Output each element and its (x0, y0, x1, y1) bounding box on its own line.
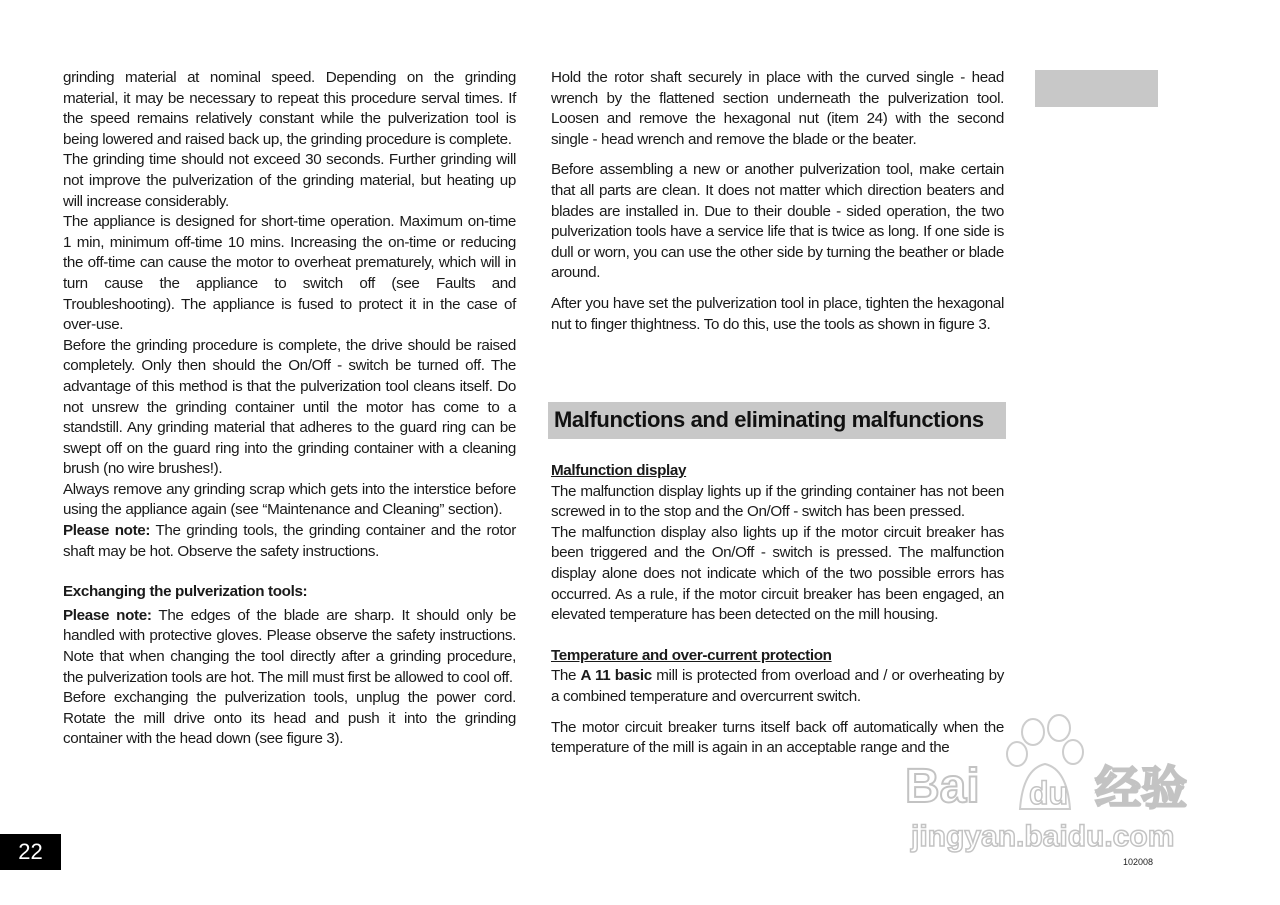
note-label: Please note: (63, 522, 151, 540)
paragraph: After you have set the pulverization tool in place, tighten the hexagonal nut to finger thightness. To do this, use the tools as shown in figure 3. (551, 294, 1004, 333)
paragraph: Before the grinding procedure is complete, the drive should be raised completely. Only then should the On/Off - switch be turned off. The advantage of this method is that the pulverization tool cleans itself. Do not unsrew the grinding container until the motor has come to a standstill. Any grinding material that adheres to the guard ring can be swept off on the guard ring into the grinding container with a cleaning brush (no wire brushes!). (63, 336, 516, 478)
baidu-jingyan-watermark (905, 714, 1205, 864)
temperature-protection-heading: Temperature and over-current protection (551, 646, 832, 664)
note-paragraph (63, 521, 516, 562)
paragraph: Hold the rotor shaft securely in place with the curved single - head wrench by the flattened section underneath the pulverization tool. Loosen and remove the hexagonal nut (item 24) with the second single - head wrench and remove the blade or the beater. (551, 69, 1004, 148)
paragraph: Before assembling a new or another pulverization tool, make certain that all parts are clean. It does not matter which direction beaters and blades are installed in. Due to their double - sided operation, the two pulverization tools have a service life that is twice as long. If one side is dull or worn, you can use the other side by turning the beather or blade around. (551, 161, 1004, 282)
paragraph: Before exchanging the pulverization tools, unplug the power cord. Rotate the mill drive onto its head and push it into the grinding container with the head down (see figure 3). (63, 689, 516, 748)
model-name: A 11 basic (580, 667, 652, 685)
paragraph: grinding material at nominal speed. Depending on the grinding material, it may be necessary to repeat this procedure serval times. If the speed remains relatively constant while the pulverization tool is being lowered and raised back up, the grinding procedure is complete. (63, 69, 516, 148)
paragraph: The appliance is designed for short-time operation. Maximum on-time 1 min, minimum off-time 10 mins. Increasing the on-time or reducing the off-time can cause the motor to overheat prematurely, which will in turn cause the appliance to switch off (see Faults and Troubleshooting). The appliance is fused to protect it in the case of over-use. (63, 213, 516, 334)
document-code: 102008 (1123, 857, 1154, 867)
paragraph: Always remove any grinding scrap which gets into the interstice before using the appliance again (see “Maintenance and Cleaning” section). (63, 480, 516, 519)
left-column (63, 68, 516, 750)
note-text: The edges of the blade are sharp. It should only be handled with protective gloves. Please observe the safety instructions. Note that when changing the tool directly after a grinding procedure, the pulverization tools are hot. The mill must first be allowed to cool off. (63, 606, 516, 686)
exchange-heading: Exchanging the pulverization tools: (63, 583, 308, 601)
paragraph: The malfunction display also lights up if the motor circuit breaker has been triggered and the On/Off - switch is pressed. The malfunction display alone does not indicate which of the two possible errors has occurred. As a rule, if the motor circuit breaker has been engaged, an elevated temperature has been detected on the mill housing. (551, 523, 1004, 624)
note-paragraph (63, 606, 516, 688)
paragraph: The A 11 basic mill is protected from overload and / or overheating by a combined temperature and overcurrent switch. (551, 667, 1004, 705)
right-column (551, 68, 1004, 335)
note-label: Please note: (63, 606, 152, 624)
svg-text:jingyan.baidu.com: jingyan.baidu.com (911, 820, 1175, 853)
svg-text:Bai: Bai (905, 760, 980, 813)
malfunction-display-heading: Malfunction display (551, 462, 687, 479)
page-number: 22 (0, 834, 61, 870)
paragraph: The malfunction display lights up if the grinding container has not been screwed in to the stop and the On/Off - switch has been pressed. (551, 482, 1004, 521)
svg-text:du: du (1029, 775, 1069, 811)
note-text: The grinding tools, the grinding container and the rotor shaft may be hot. Observe the safety instructions. (63, 522, 516, 560)
svg-text:经验: 经验 (1095, 761, 1187, 815)
header-tab-marker (1035, 70, 1158, 107)
section-title: Malfunctions and eliminating malfunctions (554, 407, 984, 432)
paragraph: The grinding time should not exceed 30 seconds. Further grinding will not improve the pulverization of the grinding material, but heating up will increase considerably. (63, 151, 516, 210)
paragraph: The motor circuit breaker turns itself back off automatically when the temperature of the mill is again in an acceptable range and the (551, 718, 1004, 757)
